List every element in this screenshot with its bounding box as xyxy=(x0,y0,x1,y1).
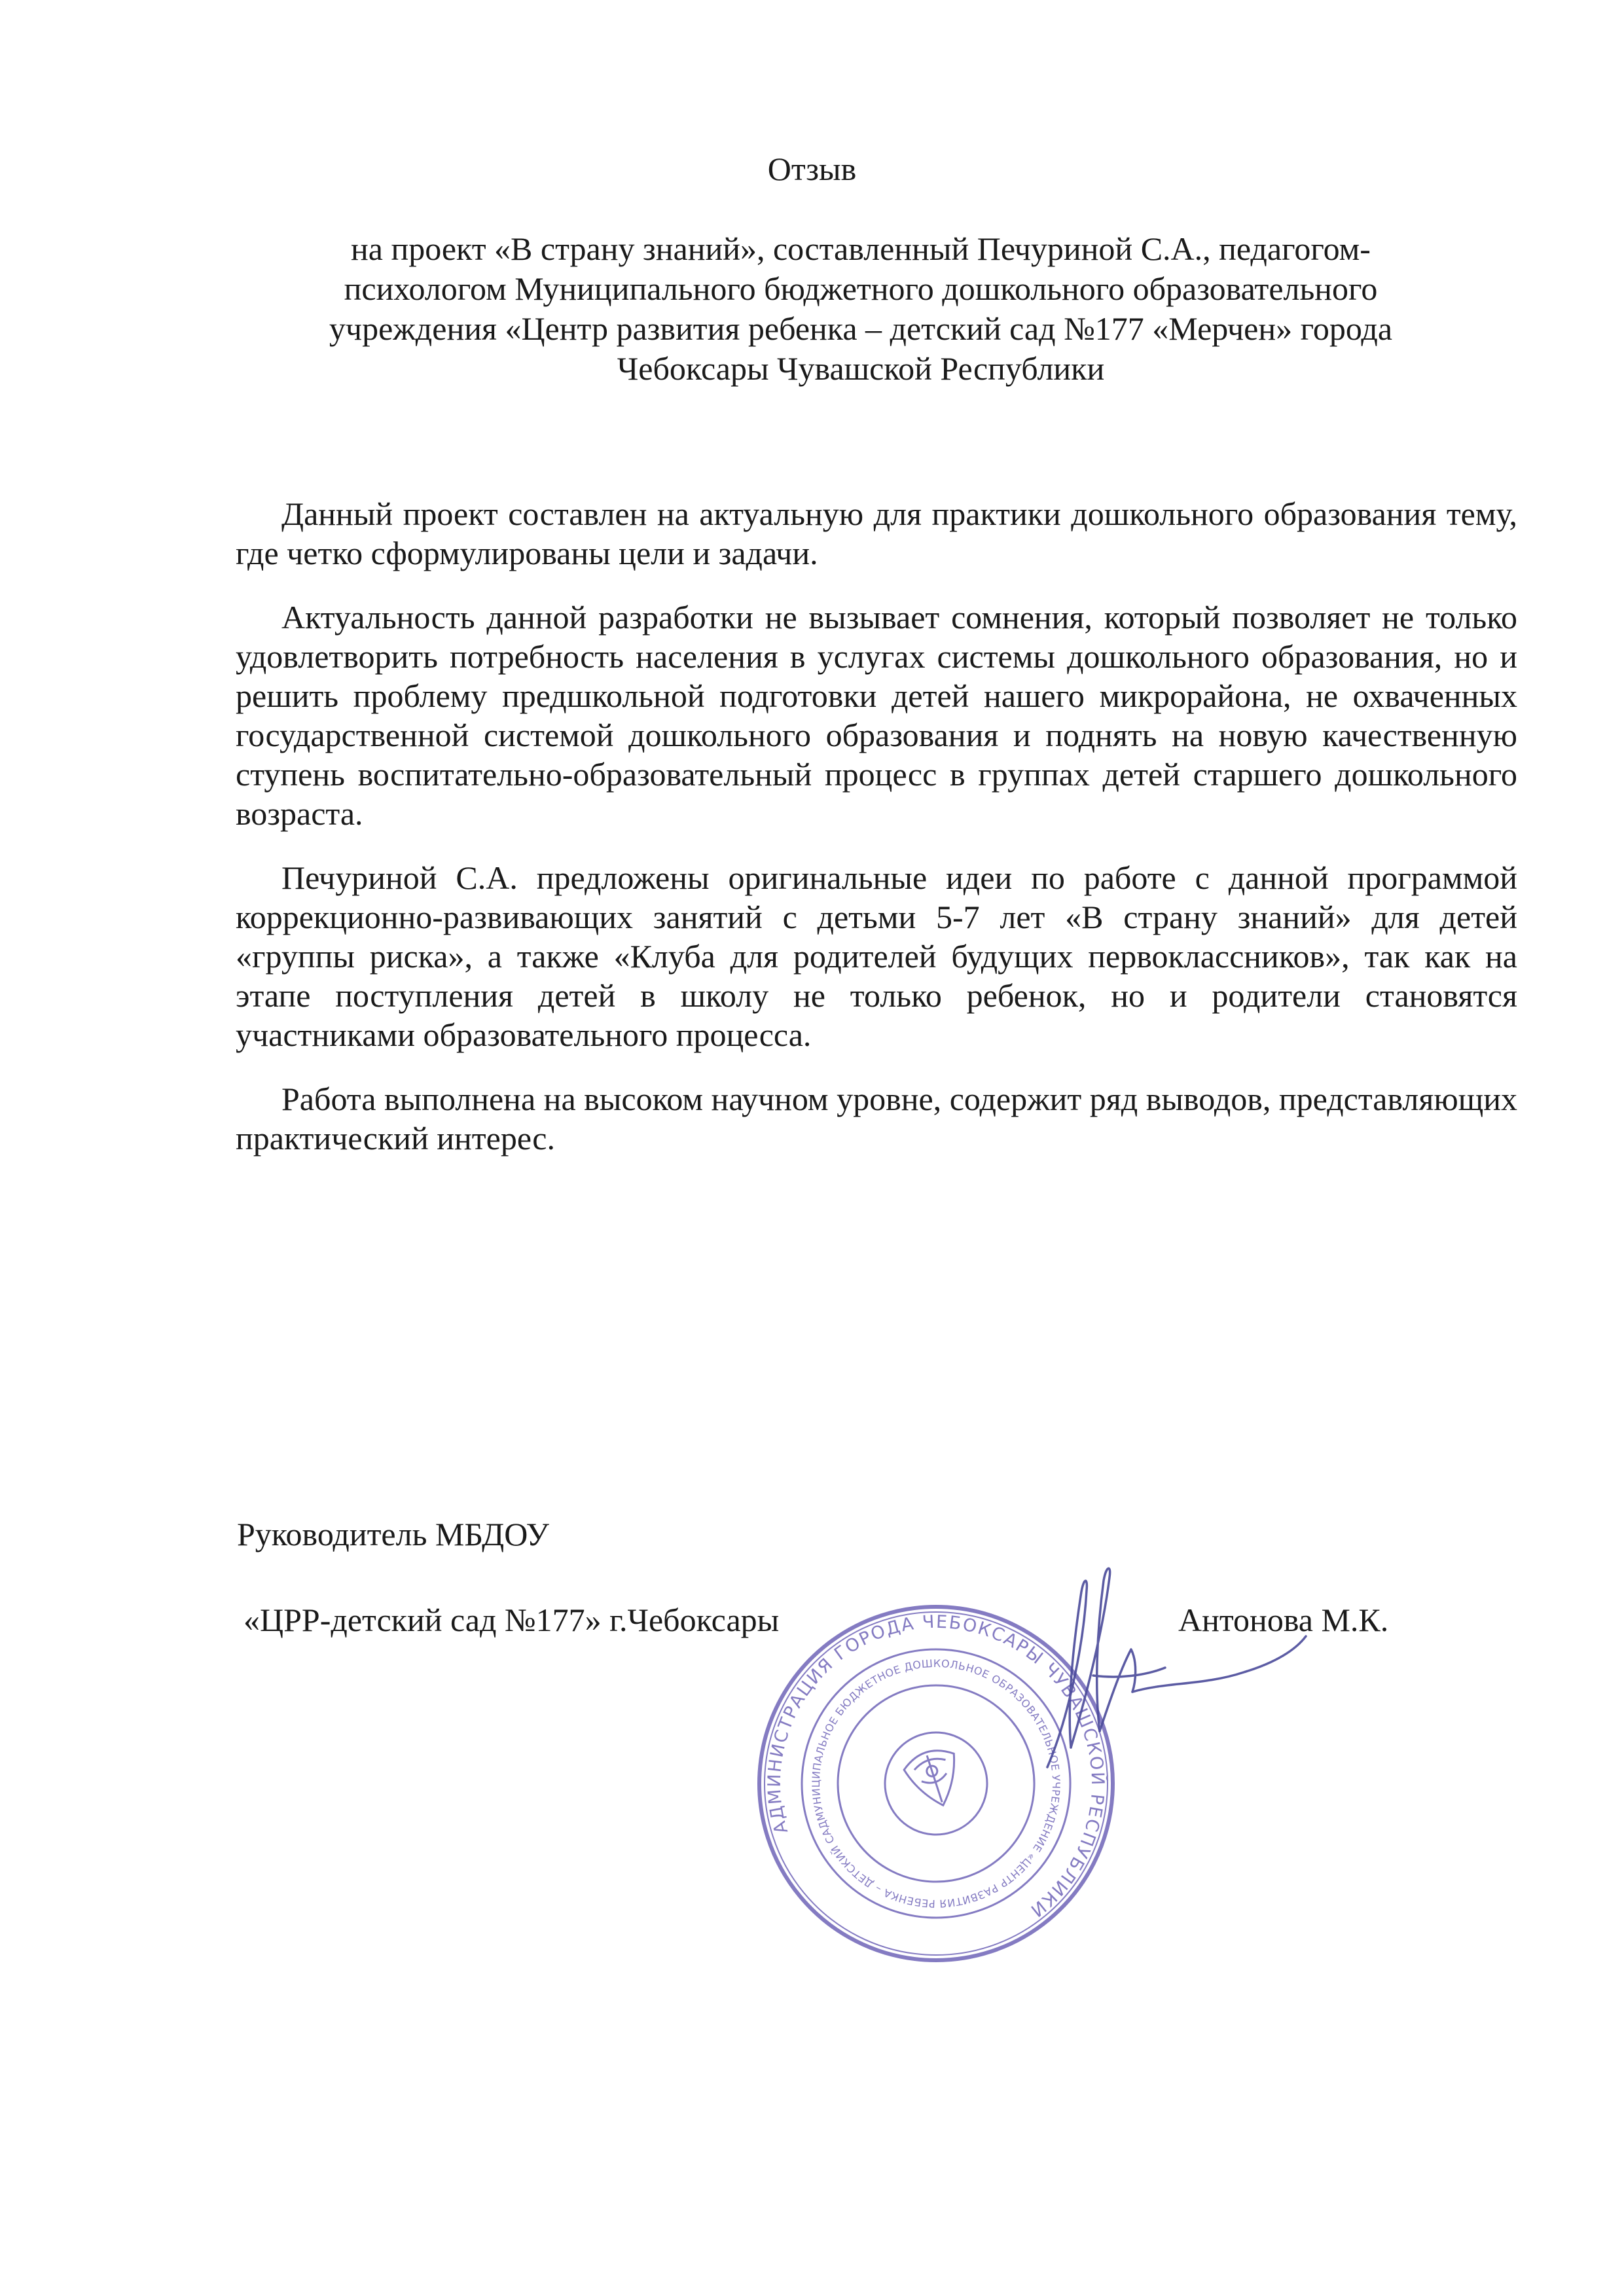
stamp-inner-text: МУНИЦИПАЛЬНОЕ БЮДЖЕТНОЕ ДОШКОЛЬНОЕ ОБРАЗОВАТЕЛЬНОЕ УЧРЕЖДЕНИЕ «ЦЕНТР РАЗВИТИЯ РЕБЕНКА – ДЕТСКИЙ САД xyxy=(809,1657,1063,1910)
signatory-role: Руководитель МБДОУ xyxy=(237,1516,549,1552)
body-paragraph: Актуальность данной разработки не вызывает сомнения, который позволяет не только удовлетворить потребность населения в услугах системы дошкольного образования, но и решить проблему предшкольной подготовки детей нашего микрорайона, не охваченных государственной системой дошкольного образования и поднять на новую качественную ступень воспитательно-образовательный процесс в группах детей старшего дошкольного возраста. xyxy=(236,599,1517,832)
subject-line: Чебоксары Чувашской Республики xyxy=(617,350,1105,387)
body-paragraph: Данный проект составлен на актуальную для практики дошкольного образования тему, где четко сформулированы цели и задачи. xyxy=(236,495,1517,571)
signatory-name: Антонова М.К. xyxy=(1178,1602,1389,1638)
coat-of-arms-icon xyxy=(901,1744,968,1814)
signatory-organization: «ЦРР-детский сад №177» г.Чебоксары xyxy=(244,1602,780,1638)
subject-line: психологом Муниципального бюджетного дошкольного образовательного xyxy=(344,270,1378,307)
stamp-outer-text: АДМИНИСТРАЦИЯ ГОРОДА ЧЕБОКСАРЫ ЧУВАШСКОЙ РЕСПУБЛИКИ xyxy=(764,1611,1108,1922)
document-body xyxy=(236,494,1517,1183)
body-paragraph: Работа выполнена на высоком научном уровне, содержит ряд выводов, представляющих практический интерес. xyxy=(236,1081,1517,1157)
subject-line: учреждения «Центр развития ребенка – детский сад №177 «Мерчен» города xyxy=(329,310,1393,347)
subject-line: на проект «В страну знаний», составленный Печуриной С.А., педагогом- xyxy=(351,230,1371,267)
document-title: Отзыв xyxy=(767,151,857,187)
document-subject xyxy=(209,229,1512,389)
body-paragraph: Печуриной С.А. предложены оригинальные идеи по работе с данной программой коррекционно-развивающих занятий с детьми 5-7 лет «В страну знаний» для детей «группы риска», а также «Клуба для родителей будущих первоклассников», так как на этапе поступления детей в школу не только ребенок, но и родители становятся участниками образовательного процесса. xyxy=(236,859,1517,1053)
handwritten-signature xyxy=(969,1551,1309,1787)
